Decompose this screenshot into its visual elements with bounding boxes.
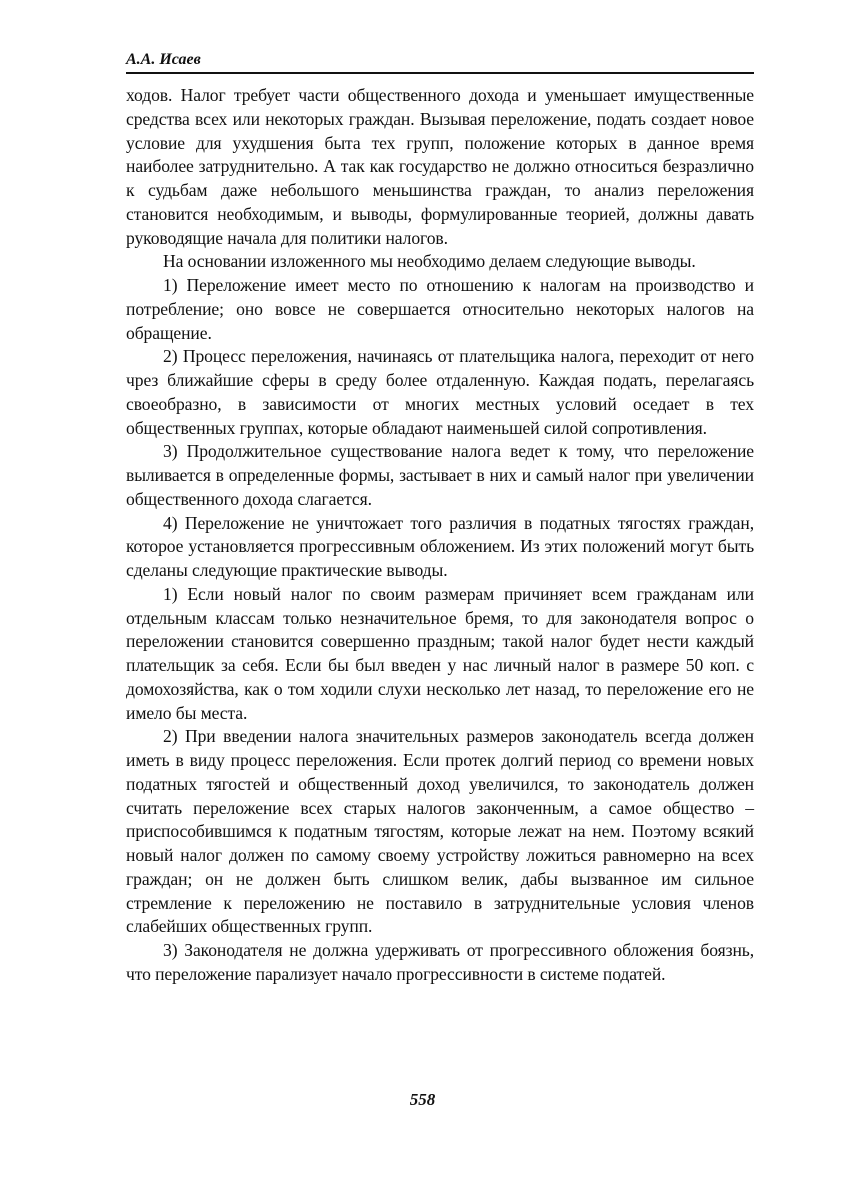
body-text [126, 84, 754, 987]
paragraph-practical-1: 1) Если новый налог по своим размерам причиняет всем гражданам или отдельным классам только незначительное бремя, то для законодателя вопрос о переложении становится совершенно праздным; такой налог будет нести каждый плательщик за себя. Если бы был введен у нас личный налог в размере 50 коп. с домохозяйства, как о том ходили слухи несколько лет назад, то переложение его не имело бы места. [126, 583, 754, 723]
paragraph-continuation: ходов. Налог требует части общественного дохода и уменьшает имущественные средства всех или некоторых граждан. Вызывая переложение, подать создает новое условие для ухудшения быта тех групп, положение которых в данное время наиболее затруднительно. А так как государство не должно относиться безразлично к судьбам даже небольшого меньшинства граждан, то анализ переложения становится необходимым, и выводы, формулированные теорией, должны давать руководящие начала для политики налогов. [126, 85, 754, 248]
paragraph-conclusions-intro: На основании изложенного мы необходимо делаем следующие выводы. [163, 251, 696, 272]
author-name: А.А. Исаев [126, 51, 201, 68]
paragraph-practical-2: 2) При введении налога значительных размеров законодатель всегда должен иметь в виду процесс переложения. Если протек долгий период со времени новых податных тягостей и общественный доход увеличился, то законодатель должен считать переложение всех старых налогов законченным, а самое общество – приспособившимся к податным тягостям, которые лежат на нем. Поэтому всякий новый налог должен по самому своему устройству ложиться равномерно на всех граждан; он не должен быть слишком велик, дабы вызванное им сильное стремление к переложению не поставило в затруднительные условия членов слабейших общественных групп. [126, 726, 754, 937]
paragraph-conclusion-4: 4) Переложение не уничтожает того различия в податных тягостях граждан, которое установляется прогрессивным обложением. Из этих положений могут быть сделаны следующие практические выводы. [126, 512, 754, 580]
paragraph-practical-3: 3) Законодателя не должна удерживать от прогрессивного обложения боязнь, что переложение парализует начало прогрессивности в системе податей. [126, 940, 754, 984]
book-page [126, 48, 754, 987]
page-number: 558 [409, 1090, 436, 1109]
paragraph-conclusion-1: 1) Переложение имеет место по отношению к налогам на производство и потребление; оно вовсе не совершается относительно некоторых налогов на обращение. [126, 275, 754, 343]
paragraph-conclusion-3: 3) Продолжительное существование налога ведет к тому, что переложение выливается в определенные формы, застывает в них и самый налог при увеличении общественного дохода слагается. [126, 441, 754, 509]
running-header [126, 48, 754, 74]
paragraph-conclusion-2: 2) Процесс переложения, начинаясь от плательщика налога, переходит от него чрез ближайшие сферы в среду более отдаленную. Каждая подать, перелагаясь своеобразно, в зависимости от многих местных условий оседает в тех общественных группах, которые обладают наименьшей силой сопротивления. [126, 346, 754, 438]
